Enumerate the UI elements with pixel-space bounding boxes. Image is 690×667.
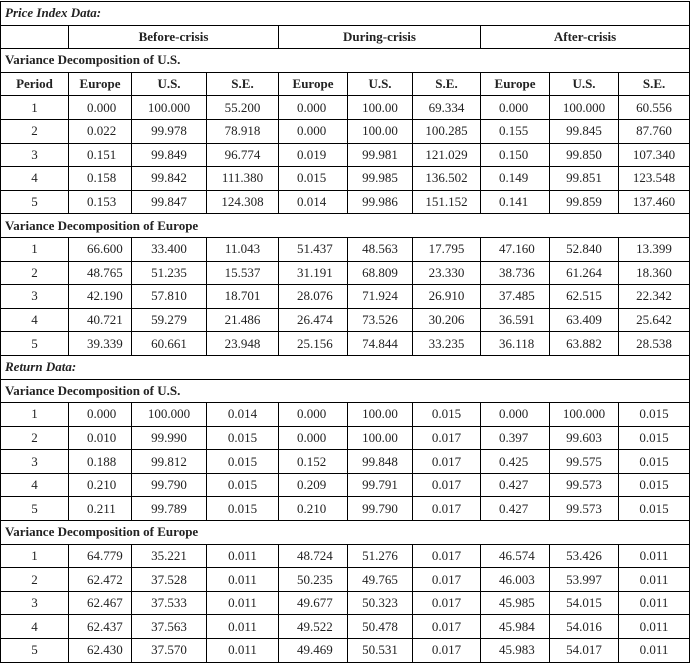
cell-europe: 0.000 xyxy=(279,119,348,143)
cell-period: 2 xyxy=(1,119,69,143)
subsection-row xyxy=(1,214,690,238)
cell-se: 0.017 xyxy=(413,544,481,568)
cell-us: 100.00 xyxy=(348,119,413,143)
cell-us: 49.765 xyxy=(348,568,413,592)
cell-europe: 0.000 xyxy=(481,403,550,427)
cell-us: 99.791 xyxy=(348,473,413,497)
cell-europe: 0.151 xyxy=(69,143,132,167)
cell-europe: 49.522 xyxy=(279,615,348,639)
cell-se: 121.029 xyxy=(413,143,481,167)
cell-europe: 40.721 xyxy=(69,308,132,332)
cell-se: 25.642 xyxy=(619,308,690,332)
cell-period: 5 xyxy=(1,190,69,214)
cell-us: 50.531 xyxy=(348,639,413,663)
cell-europe: 0.022 xyxy=(69,119,132,143)
cell-us: 99.985 xyxy=(348,167,413,191)
cell-us: 53.997 xyxy=(550,568,619,592)
table-row xyxy=(1,403,690,427)
cell-period: 3 xyxy=(1,450,69,474)
cell-se: 0.011 xyxy=(619,591,690,615)
cell-us: 99.790 xyxy=(132,473,207,497)
cell-europe: 0.000 xyxy=(481,96,550,120)
table-row xyxy=(1,544,690,568)
cell-us: 52.840 xyxy=(550,237,619,261)
cell-europe: 0.155 xyxy=(481,119,550,143)
cell-europe: 25.156 xyxy=(279,332,348,356)
col-header-se: S.E. xyxy=(619,72,690,96)
cell-us: 99.573 xyxy=(550,497,619,521)
cell-se: 18.701 xyxy=(207,285,279,309)
cell-se: 0.015 xyxy=(619,426,690,450)
table-row xyxy=(1,473,690,497)
cell-us: 37.563 xyxy=(132,615,207,639)
cell-europe: 28.076 xyxy=(279,285,348,309)
cell-period: 1 xyxy=(1,96,69,120)
cell-se: 0.011 xyxy=(619,568,690,592)
cell-europe: 50.235 xyxy=(279,568,348,592)
table-row xyxy=(1,285,690,309)
cell-us: 37.570 xyxy=(132,639,207,663)
cell-us: 50.478 xyxy=(348,615,413,639)
cell-period: 3 xyxy=(1,591,69,615)
cell-europe: 48.765 xyxy=(69,261,132,285)
cell-europe: 66.600 xyxy=(69,237,132,261)
cell-se: 26.910 xyxy=(413,285,481,309)
cell-europe: 49.469 xyxy=(279,639,348,663)
header-after-crisis: After-crisis xyxy=(481,25,690,49)
cell-us: 100.000 xyxy=(550,96,619,120)
cell-se: 21.486 xyxy=(207,308,279,332)
cell-us: 48.563 xyxy=(348,237,413,261)
cell-europe: 62.430 xyxy=(69,639,132,663)
blank-cell xyxy=(1,25,69,49)
cell-period: 4 xyxy=(1,308,69,332)
cell-se: 0.011 xyxy=(619,544,690,568)
header-before-crisis: Before-crisis xyxy=(69,25,279,49)
cell-europe: 0.152 xyxy=(279,450,348,474)
table-row xyxy=(1,568,690,592)
cell-se: 0.014 xyxy=(207,403,279,427)
table-row xyxy=(1,450,690,474)
cell-se: 0.015 xyxy=(619,403,690,427)
cell-us: 99.845 xyxy=(550,119,619,143)
table-row xyxy=(1,143,690,167)
cell-us: 99.847 xyxy=(132,190,207,214)
cell-europe: 31.191 xyxy=(279,261,348,285)
cell-europe: 62.437 xyxy=(69,615,132,639)
table-row xyxy=(1,332,690,356)
cell-us: 60.661 xyxy=(132,332,207,356)
subsection-title: Variance Decomposition of U.S. xyxy=(1,379,690,403)
cell-us: 100.00 xyxy=(348,96,413,120)
cell-us: 63.882 xyxy=(550,332,619,356)
cell-se: 55.200 xyxy=(207,96,279,120)
cell-se: 0.017 xyxy=(413,426,481,450)
section-title: Return Data: xyxy=(1,355,690,379)
cell-us: 99.603 xyxy=(550,426,619,450)
cell-period: 2 xyxy=(1,568,69,592)
cell-us: 53.426 xyxy=(550,544,619,568)
col-header-se: S.E. xyxy=(413,72,481,96)
cell-us: 35.221 xyxy=(132,544,207,568)
cell-period: 1 xyxy=(1,544,69,568)
cell-europe: 0.150 xyxy=(481,143,550,167)
cell-us: 62.515 xyxy=(550,285,619,309)
subsection-row xyxy=(1,49,690,73)
cell-se: 78.918 xyxy=(207,119,279,143)
cell-europe: 0.000 xyxy=(279,96,348,120)
period-header-row xyxy=(1,25,690,49)
cell-period: 5 xyxy=(1,497,69,521)
table-row xyxy=(1,591,690,615)
cell-period: 2 xyxy=(1,261,69,285)
cell-period: 4 xyxy=(1,615,69,639)
cell-us: 99.789 xyxy=(132,497,207,521)
cell-europe: 0.397 xyxy=(481,426,550,450)
cell-us: 99.850 xyxy=(550,143,619,167)
cell-europe: 0.010 xyxy=(69,426,132,450)
cell-europe: 0.141 xyxy=(481,190,550,214)
table-row xyxy=(1,639,690,663)
table-row xyxy=(1,308,690,332)
cell-us: 99.851 xyxy=(550,167,619,191)
cell-se: 107.340 xyxy=(619,143,690,167)
cell-se: 15.537 xyxy=(207,261,279,285)
cell-se: 17.795 xyxy=(413,237,481,261)
cell-period: 1 xyxy=(1,237,69,261)
cell-us: 33.400 xyxy=(132,237,207,261)
cell-europe: 0.158 xyxy=(69,167,132,191)
cell-us: 63.409 xyxy=(550,308,619,332)
table-row xyxy=(1,190,690,214)
cell-europe: 0.210 xyxy=(279,497,348,521)
cell-us: 100.000 xyxy=(550,403,619,427)
cell-europe: 36.591 xyxy=(481,308,550,332)
cell-europe: 51.437 xyxy=(279,237,348,261)
table-row xyxy=(1,261,690,285)
cell-se: 0.011 xyxy=(619,615,690,639)
cell-europe: 0.000 xyxy=(69,96,132,120)
cell-europe: 36.118 xyxy=(481,332,550,356)
cell-se: 69.334 xyxy=(413,96,481,120)
cell-se: 0.015 xyxy=(619,473,690,497)
cell-se: 0.015 xyxy=(207,426,279,450)
cell-se: 111.380 xyxy=(207,167,279,191)
cell-se: 0.015 xyxy=(413,403,481,427)
cell-us: 100.000 xyxy=(132,96,207,120)
variance-decomposition-table xyxy=(0,1,690,663)
cell-us: 71.924 xyxy=(348,285,413,309)
cell-se: 0.011 xyxy=(207,639,279,663)
cell-se: 123.548 xyxy=(619,167,690,191)
cell-se: 11.043 xyxy=(207,237,279,261)
cell-us: 100.000 xyxy=(132,403,207,427)
cell-se: 0.011 xyxy=(207,544,279,568)
cell-us: 59.279 xyxy=(132,308,207,332)
col-header-europe: Europe xyxy=(481,72,550,96)
cell-us: 99.849 xyxy=(132,143,207,167)
cell-se: 0.017 xyxy=(413,639,481,663)
cell-europe: 38.736 xyxy=(481,261,550,285)
cell-se: 13.399 xyxy=(619,237,690,261)
cell-period: 4 xyxy=(1,167,69,191)
col-header-europe: Europe xyxy=(69,72,132,96)
cell-europe: 64.779 xyxy=(69,544,132,568)
cell-europe: 45.985 xyxy=(481,591,550,615)
cell-period: 1 xyxy=(1,403,69,427)
cell-us: 99.573 xyxy=(550,473,619,497)
cell-us: 37.533 xyxy=(132,591,207,615)
cell-period: 3 xyxy=(1,143,69,167)
cell-europe: 0.427 xyxy=(481,473,550,497)
cell-europe: 26.474 xyxy=(279,308,348,332)
cell-se: 0.015 xyxy=(619,497,690,521)
cell-se: 0.017 xyxy=(413,568,481,592)
cell-se: 33.235 xyxy=(413,332,481,356)
col-header-se: S.E. xyxy=(207,72,279,96)
cell-se: 23.330 xyxy=(413,261,481,285)
cell-europe: 37.485 xyxy=(481,285,550,309)
cell-us: 73.526 xyxy=(348,308,413,332)
column-header-row xyxy=(1,72,690,96)
cell-us: 61.264 xyxy=(550,261,619,285)
cell-europe: 0.000 xyxy=(279,426,348,450)
cell-se: 0.011 xyxy=(207,615,279,639)
cell-se: 23.948 xyxy=(207,332,279,356)
cell-europe: 62.472 xyxy=(69,568,132,592)
cell-se: 96.774 xyxy=(207,143,279,167)
col-header-us: U.S. xyxy=(550,72,619,96)
cell-se: 0.017 xyxy=(413,615,481,639)
cell-europe: 0.014 xyxy=(279,190,348,214)
cell-europe: 0.149 xyxy=(481,167,550,191)
cell-europe: 0.015 xyxy=(279,167,348,191)
cell-se: 0.017 xyxy=(413,591,481,615)
cell-europe: 0.000 xyxy=(69,403,132,427)
cell-se: 0.017 xyxy=(413,473,481,497)
cell-us: 99.859 xyxy=(550,190,619,214)
cell-period: 5 xyxy=(1,639,69,663)
cell-us: 54.017 xyxy=(550,639,619,663)
cell-se: 0.017 xyxy=(413,450,481,474)
cell-us: 99.978 xyxy=(132,119,207,143)
cell-se: 87.760 xyxy=(619,119,690,143)
cell-us: 51.276 xyxy=(348,544,413,568)
col-header-period: Period xyxy=(1,72,69,96)
cell-se: 137.460 xyxy=(619,190,690,214)
subsection-row xyxy=(1,521,690,545)
cell-europe: 42.190 xyxy=(69,285,132,309)
cell-us: 54.015 xyxy=(550,591,619,615)
cell-se: 0.015 xyxy=(207,497,279,521)
table-row xyxy=(1,96,690,120)
cell-se: 28.538 xyxy=(619,332,690,356)
header-during-crisis: During-crisis xyxy=(279,25,481,49)
cell-us: 57.810 xyxy=(132,285,207,309)
table-row xyxy=(1,615,690,639)
cell-europe: 46.574 xyxy=(481,544,550,568)
cell-se: 22.342 xyxy=(619,285,690,309)
cell-europe: 45.984 xyxy=(481,615,550,639)
col-header-us: U.S. xyxy=(348,72,413,96)
cell-period: 4 xyxy=(1,473,69,497)
cell-us: 99.790 xyxy=(348,497,413,521)
cell-europe: 0.209 xyxy=(279,473,348,497)
cell-se: 100.285 xyxy=(413,119,481,143)
cell-us: 54.016 xyxy=(550,615,619,639)
cell-us: 99.981 xyxy=(348,143,413,167)
subsection-title: Variance Decomposition of U.S. xyxy=(1,49,690,73)
cell-se: 0.011 xyxy=(207,568,279,592)
cell-europe: 0.188 xyxy=(69,450,132,474)
cell-se: 0.015 xyxy=(207,473,279,497)
cell-us: 100.00 xyxy=(348,403,413,427)
col-header-us: U.S. xyxy=(132,72,207,96)
cell-se: 151.152 xyxy=(413,190,481,214)
cell-europe: 0.211 xyxy=(69,497,132,521)
subsection-title: Variance Decomposition of Europe xyxy=(1,521,690,545)
cell-europe: 49.677 xyxy=(279,591,348,615)
cell-us: 51.235 xyxy=(132,261,207,285)
cell-europe: 0.019 xyxy=(279,143,348,167)
cell-europe: 0.210 xyxy=(69,473,132,497)
cell-se: 0.015 xyxy=(619,450,690,474)
cell-us: 99.575 xyxy=(550,450,619,474)
cell-se: 30.206 xyxy=(413,308,481,332)
cell-period: 5 xyxy=(1,332,69,356)
cell-period: 2 xyxy=(1,426,69,450)
cell-europe: 0.425 xyxy=(481,450,550,474)
section-row xyxy=(1,2,690,26)
cell-se: 18.360 xyxy=(619,261,690,285)
cell-us: 68.809 xyxy=(348,261,413,285)
subsection-title: Variance Decomposition of Europe xyxy=(1,214,690,238)
table-body xyxy=(1,2,690,663)
cell-europe: 45.983 xyxy=(481,639,550,663)
cell-us: 74.844 xyxy=(348,332,413,356)
cell-europe: 46.003 xyxy=(481,568,550,592)
table-row xyxy=(1,237,690,261)
cell-europe: 48.724 xyxy=(279,544,348,568)
cell-europe: 0.427 xyxy=(481,497,550,521)
table-row xyxy=(1,497,690,521)
cell-europe: 39.339 xyxy=(69,332,132,356)
cell-us: 99.986 xyxy=(348,190,413,214)
cell-us: 100.00 xyxy=(348,426,413,450)
cell-europe: 47.160 xyxy=(481,237,550,261)
cell-se: 60.556 xyxy=(619,96,690,120)
cell-se: 0.011 xyxy=(207,591,279,615)
cell-europe: 62.467 xyxy=(69,591,132,615)
cell-se: 0.015 xyxy=(207,450,279,474)
cell-us: 99.812 xyxy=(132,450,207,474)
cell-period: 3 xyxy=(1,285,69,309)
cell-europe: 0.153 xyxy=(69,190,132,214)
cell-us: 99.842 xyxy=(132,167,207,191)
col-header-europe: Europe xyxy=(279,72,348,96)
section-title-price: Price Index Data: xyxy=(1,2,690,26)
cell-se: 0.011 xyxy=(619,639,690,663)
table-row xyxy=(1,426,690,450)
table-row xyxy=(1,167,690,191)
cell-europe: 0.000 xyxy=(279,403,348,427)
subsection-row xyxy=(1,379,690,403)
cell-us: 99.848 xyxy=(348,450,413,474)
cell-se: 136.502 xyxy=(413,167,481,191)
section-row xyxy=(1,355,690,379)
cell-se: 124.308 xyxy=(207,190,279,214)
cell-us: 50.323 xyxy=(348,591,413,615)
cell-se: 0.017 xyxy=(413,497,481,521)
cell-us: 37.528 xyxy=(132,568,207,592)
table-row xyxy=(1,119,690,143)
cell-us: 99.990 xyxy=(132,426,207,450)
